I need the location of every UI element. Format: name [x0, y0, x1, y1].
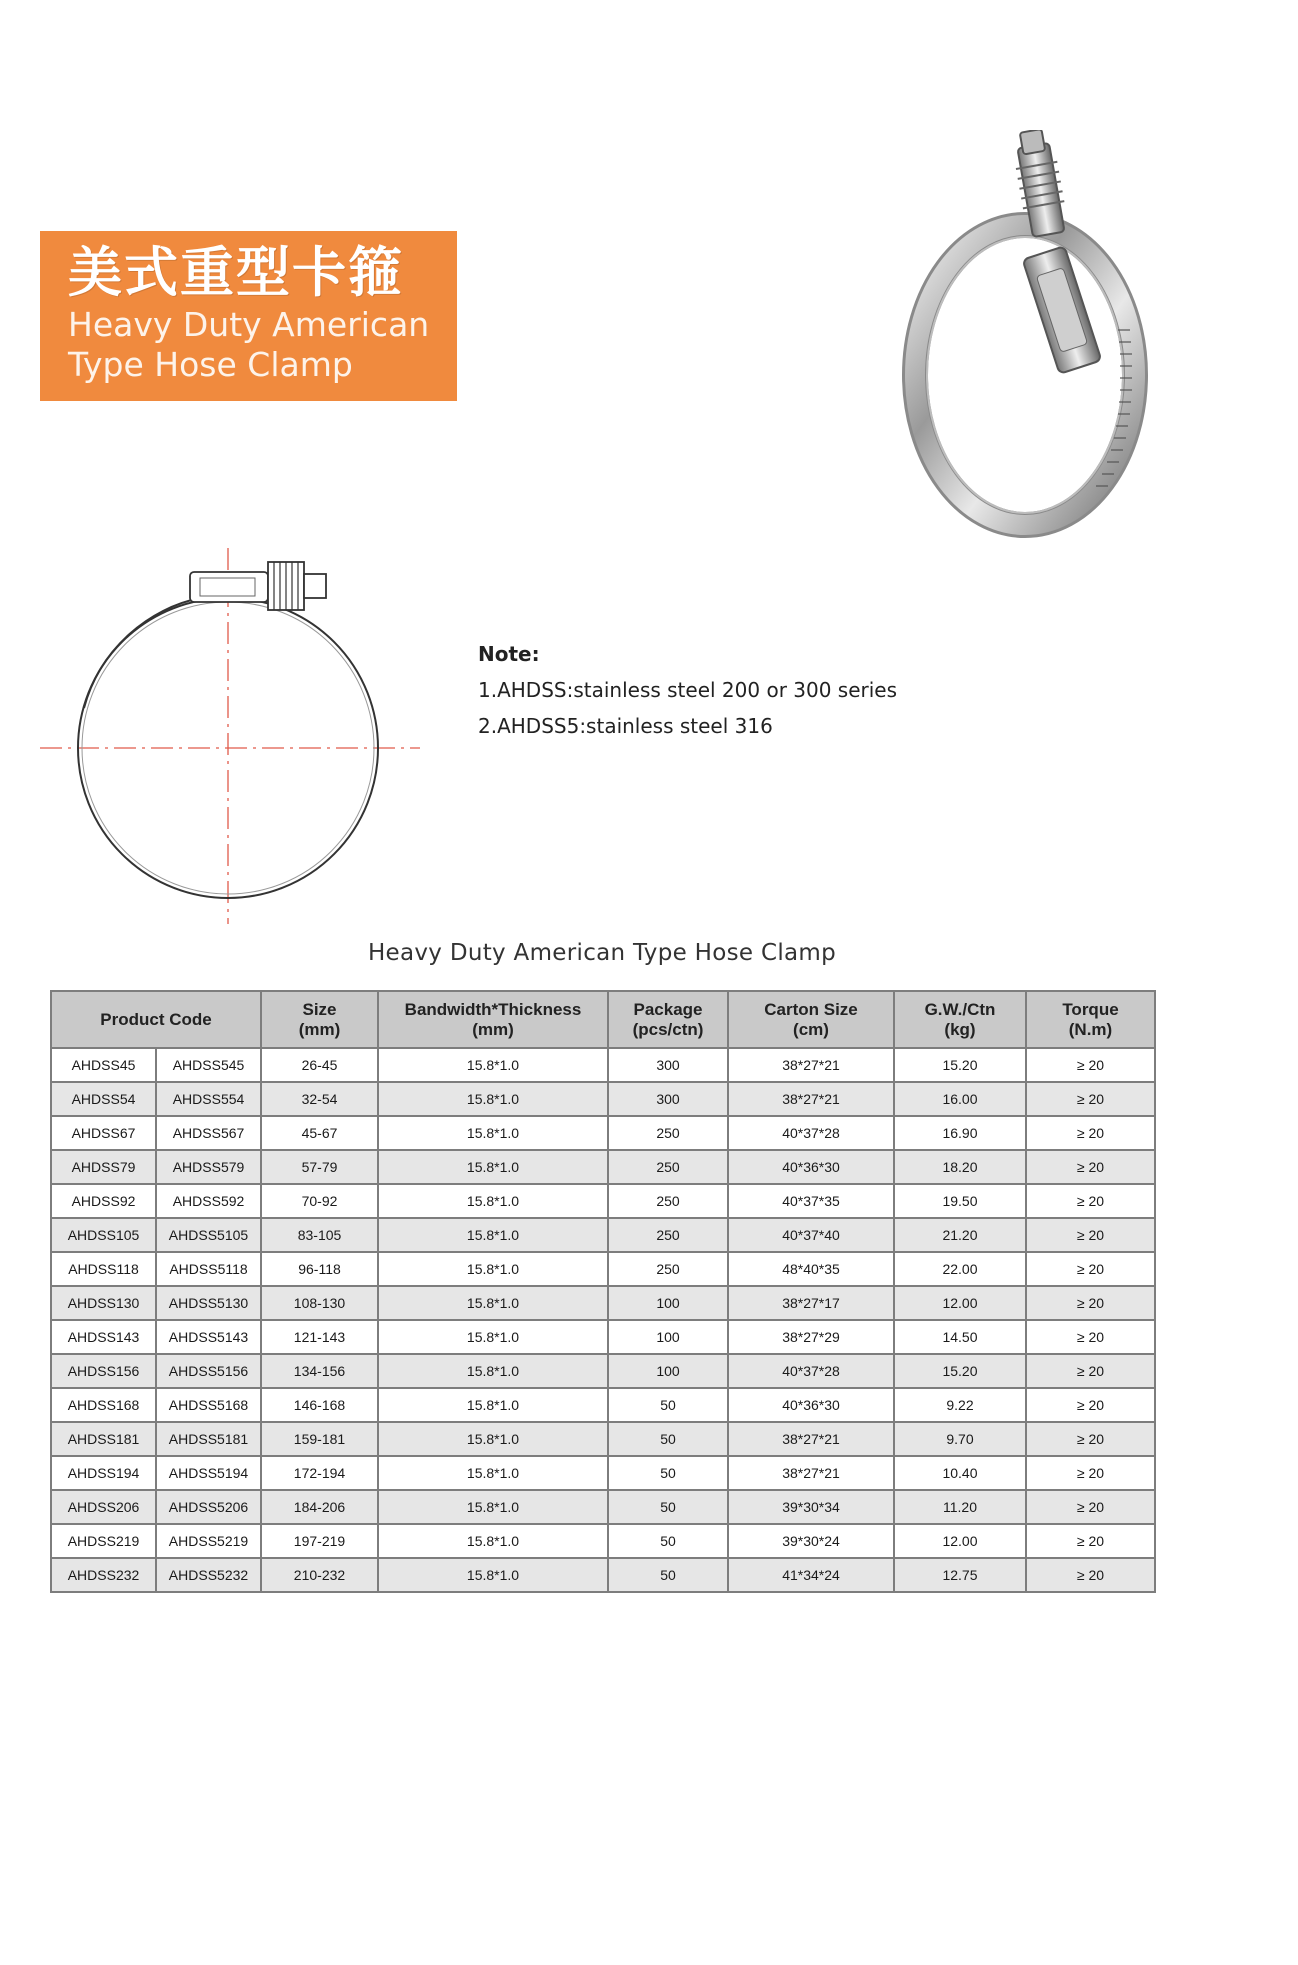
gw-cell: 14.50 [894, 1320, 1026, 1354]
table-row [51, 1524, 1155, 1558]
bandwidth-cell: 15.8*1.0 [378, 1150, 608, 1184]
banner-title-cn: 美式重型卡箍 [68, 241, 404, 304]
product-code-ahdss: AHDSS156 [52, 1355, 157, 1387]
carton-size-cell: 38*27*21 [728, 1082, 894, 1116]
package-cell: 50 [608, 1558, 728, 1592]
bandwidth-cell: 15.8*1.0 [378, 1252, 608, 1286]
product-code-ahdss: AHDSS118 [52, 1253, 157, 1285]
product-code-ahdss5: AHDSS5118 [169, 1261, 248, 1277]
note-title: Note: [478, 642, 540, 666]
table-row [51, 1252, 1155, 1286]
package-cell: 250 [608, 1150, 728, 1184]
size-cell: 159-181 [261, 1422, 378, 1456]
gw-cell: 15.20 [894, 1048, 1026, 1082]
size-cell: 210-232 [261, 1558, 378, 1592]
gw-cell: 15.20 [894, 1354, 1026, 1388]
size-cell: 134-156 [261, 1354, 378, 1388]
size-cell: 172-194 [261, 1456, 378, 1490]
size-cell: 121-143 [261, 1320, 378, 1354]
table-row [51, 1320, 1155, 1354]
carton-size-cell: 38*27*17 [728, 1286, 894, 1320]
product-code-ahdss: AHDSS181 [52, 1423, 157, 1455]
product-code-ahdss5: AHDSS5168 [168, 1397, 249, 1413]
bandwidth-cell: 15.8*1.0 [378, 1320, 608, 1354]
carton-size-cell: 40*37*28 [728, 1354, 894, 1388]
bandwidth-cell: 15.8*1.0 [378, 1456, 608, 1490]
product-code-cell [51, 1456, 261, 1490]
product-code-ahdss: AHDSS219 [52, 1525, 157, 1557]
torque-cell: ≥ 20 [1026, 1218, 1155, 1252]
torque-cell: ≥ 20 [1026, 1354, 1155, 1388]
carton-size-cell: 39*30*34 [728, 1490, 894, 1524]
package-cell: 300 [608, 1048, 728, 1082]
product-code-ahdss5: AHDSS5219 [168, 1533, 249, 1549]
package-cell: 50 [608, 1456, 728, 1490]
table-row [51, 1286, 1155, 1320]
gw-cell: 21.20 [894, 1218, 1026, 1252]
product-code-ahdss5: AHDSS5105 [168, 1227, 249, 1243]
product-code-ahdss5: AHDSS5206 [168, 1499, 249, 1515]
torque-cell: ≥ 20 [1026, 1116, 1155, 1150]
package-cell: 100 [608, 1354, 728, 1388]
product-code-ahdss5: AHDSS5194 [168, 1465, 249, 1481]
gw-cell: 12.00 [894, 1286, 1026, 1320]
bandwidth-cell: 15.8*1.0 [378, 1116, 608, 1150]
table-row [51, 1116, 1155, 1150]
bandwidth-cell: 15.8*1.0 [378, 1388, 608, 1422]
table-row [51, 1354, 1155, 1388]
table-row [51, 1558, 1155, 1592]
table-row [51, 1184, 1155, 1218]
bandwidth-cell: 15.8*1.0 [378, 1490, 608, 1524]
product-code-ahdss5: AHDSS5232 [168, 1567, 249, 1583]
product-code-ahdss5: AHDSS567 [172, 1125, 245, 1141]
product-code-cell [51, 1048, 261, 1082]
size-cell: 32-54 [261, 1082, 378, 1116]
header-carton-size: Carton Size (cm) [728, 991, 894, 1048]
product-code-ahdss: AHDSS143 [52, 1321, 157, 1353]
size-cell: 146-168 [261, 1388, 378, 1422]
package-cell: 100 [608, 1320, 728, 1354]
product-code-cell [51, 1252, 261, 1286]
header-package: Package (pcs/ctn) [608, 991, 728, 1048]
gw-cell: 19.50 [894, 1184, 1026, 1218]
gw-cell: 12.75 [894, 1558, 1026, 1592]
product-code-ahdss: AHDSS54 [52, 1083, 157, 1115]
header-torque: Torque (N.m) [1026, 991, 1155, 1048]
torque-cell: ≥ 20 [1026, 1422, 1155, 1456]
table-row [51, 1082, 1155, 1116]
bandwidth-cell: 15.8*1.0 [378, 1286, 608, 1320]
package-cell: 50 [608, 1490, 728, 1524]
gw-cell: 9.22 [894, 1388, 1026, 1422]
carton-size-cell: 38*27*21 [728, 1048, 894, 1082]
size-cell: 70-92 [261, 1184, 378, 1218]
torque-cell: ≥ 20 [1026, 1490, 1155, 1524]
header-product-code: Product Code [51, 991, 261, 1048]
product-code-ahdss5: AHDSS579 [172, 1159, 245, 1175]
carton-size-cell: 38*27*21 [728, 1456, 894, 1490]
package-cell: 50 [608, 1388, 728, 1422]
torque-cell: ≥ 20 [1026, 1252, 1155, 1286]
header-size: Size (mm) [261, 991, 378, 1048]
carton-size-cell: 38*27*29 [728, 1320, 894, 1354]
spec-table [50, 990, 1156, 1593]
table-row [51, 1490, 1155, 1524]
size-cell: 96-118 [261, 1252, 378, 1286]
table-row [51, 1218, 1155, 1252]
size-cell: 83-105 [261, 1218, 378, 1252]
table-row [51, 1150, 1155, 1184]
carton-size-cell: 40*37*40 [728, 1218, 894, 1252]
product-code-ahdss: AHDSS79 [52, 1151, 157, 1183]
product-code-ahdss5: AHDSS5181 [168, 1431, 249, 1447]
gw-cell: 22.00 [894, 1252, 1026, 1286]
product-code-cell [51, 1218, 261, 1252]
package-cell: 100 [608, 1286, 728, 1320]
hose-clamp-photo [890, 130, 1150, 550]
bandwidth-cell: 15.8*1.0 [378, 1218, 608, 1252]
size-cell: 197-219 [261, 1524, 378, 1558]
package-cell: 300 [608, 1082, 728, 1116]
bandwidth-cell: 15.8*1.0 [378, 1354, 608, 1388]
torque-cell: ≥ 20 [1026, 1558, 1155, 1592]
bandwidth-cell: 15.8*1.0 [378, 1558, 608, 1592]
product-code-ahdss: AHDSS105 [52, 1219, 157, 1251]
package-cell: 250 [608, 1218, 728, 1252]
table-row [51, 1388, 1155, 1422]
product-code-cell [51, 1320, 261, 1354]
product-code-ahdss5: AHDSS554 [172, 1091, 245, 1107]
gw-cell: 12.00 [894, 1524, 1026, 1558]
product-code-cell [51, 1150, 261, 1184]
package-cell: 50 [608, 1524, 728, 1558]
bandwidth-cell: 15.8*1.0 [378, 1082, 608, 1116]
torque-cell: ≥ 20 [1026, 1388, 1155, 1422]
table-row [51, 1456, 1155, 1490]
carton-size-cell: 38*27*21 [728, 1422, 894, 1456]
bandwidth-cell: 15.8*1.0 [378, 1184, 608, 1218]
gw-cell: 9.70 [894, 1422, 1026, 1456]
package-cell: 250 [608, 1252, 728, 1286]
size-cell: 57-79 [261, 1150, 378, 1184]
banner-title-en-line2: Type Hose Clamp [68, 345, 353, 384]
title-banner [40, 231, 457, 401]
product-code-cell [51, 1082, 261, 1116]
torque-cell: ≥ 20 [1026, 1184, 1155, 1218]
bandwidth-cell: 15.8*1.0 [378, 1422, 608, 1456]
carton-size-cell: 40*36*30 [728, 1388, 894, 1422]
torque-cell: ≥ 20 [1026, 1082, 1155, 1116]
carton-size-cell: 40*37*28 [728, 1116, 894, 1150]
product-code-ahdss: AHDSS194 [52, 1457, 157, 1489]
size-cell: 184-206 [261, 1490, 378, 1524]
table-row [51, 1048, 1155, 1082]
package-cell: 250 [608, 1184, 728, 1218]
table-title: Heavy Duty American Type Hose Clamp [367, 940, 837, 966]
size-cell: 26-45 [261, 1048, 378, 1082]
size-cell: 45-67 [261, 1116, 378, 1150]
carton-size-cell: 40*36*30 [728, 1150, 894, 1184]
product-code-cell [51, 1116, 261, 1150]
product-code-ahdss: AHDSS45 [52, 1049, 157, 1081]
torque-cell: ≥ 20 [1026, 1150, 1155, 1184]
gw-cell: 16.90 [894, 1116, 1026, 1150]
notes-block [478, 636, 897, 744]
product-code-ahdss5: AHDSS5156 [168, 1363, 249, 1379]
product-code-cell [51, 1184, 261, 1218]
product-code-cell [51, 1388, 261, 1422]
gw-cell: 11.20 [894, 1490, 1026, 1524]
carton-size-cell: 48*40*35 [728, 1252, 894, 1286]
product-code-ahdss: AHDSS232 [52, 1559, 157, 1591]
product-code-cell [51, 1422, 261, 1456]
spec-table-header [51, 991, 1155, 1048]
package-cell: 50 [608, 1422, 728, 1456]
carton-size-cell: 41*34*24 [728, 1558, 894, 1592]
gw-cell: 18.20 [894, 1150, 1026, 1184]
product-code-ahdss: AHDSS67 [52, 1117, 157, 1149]
carton-size-cell: 40*37*35 [728, 1184, 894, 1218]
product-code-ahdss5: AHDSS592 [172, 1193, 245, 1209]
table-row [51, 1422, 1155, 1456]
note-line-1: 1.AHDSS:stainless steel 200 or 300 series [478, 678, 898, 702]
torque-cell: ≥ 20 [1026, 1456, 1155, 1490]
clamp-technical-drawing [40, 548, 420, 924]
note-line-2: 2.AHDSS5:stainless steel 316 [478, 714, 773, 738]
spec-table-body [51, 1048, 1155, 1592]
gw-cell: 10.40 [894, 1456, 1026, 1490]
torque-cell: ≥ 20 [1026, 1320, 1155, 1354]
torque-cell: ≥ 20 [1026, 1048, 1155, 1082]
torque-cell: ≥ 20 [1026, 1524, 1155, 1558]
product-code-ahdss5: AHDSS5130 [168, 1295, 249, 1311]
product-code-cell [51, 1490, 261, 1524]
header-gw: G.W./Ctn (kg) [894, 991, 1026, 1048]
product-code-cell [51, 1524, 261, 1558]
banner-title-en-line1: Heavy Duty American [68, 305, 430, 344]
product-code-cell [51, 1286, 261, 1320]
size-cell: 108-130 [261, 1286, 378, 1320]
product-code-ahdss: AHDSS206 [52, 1491, 157, 1523]
product-code-ahdss: AHDSS130 [52, 1287, 157, 1319]
header-bandwidth: Bandwidth*Thickness (mm) [378, 991, 608, 1048]
product-code-ahdss5: AHDSS5143 [168, 1329, 249, 1345]
package-cell: 250 [608, 1116, 728, 1150]
torque-cell: ≥ 20 [1026, 1286, 1155, 1320]
carton-size-cell: 39*30*24 [728, 1524, 894, 1558]
product-code-cell [51, 1354, 261, 1388]
product-code-ahdss5: AHDSS545 [172, 1057, 245, 1073]
bandwidth-cell: 15.8*1.0 [378, 1048, 608, 1082]
product-code-cell [51, 1558, 261, 1592]
bandwidth-cell: 15.8*1.0 [378, 1524, 608, 1558]
gw-cell: 16.00 [894, 1082, 1026, 1116]
product-code-ahdss: AHDSS168 [52, 1389, 157, 1421]
product-code-ahdss: AHDSS92 [52, 1185, 157, 1217]
